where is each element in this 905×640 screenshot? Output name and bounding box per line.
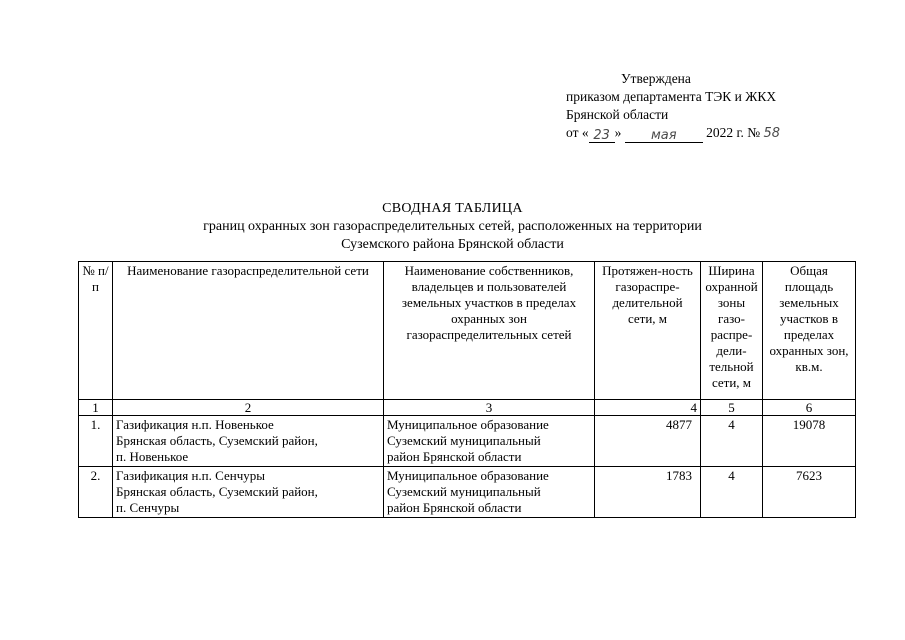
network-name: Газификация н.п. Сенчуры [116, 468, 265, 483]
row-number: 2. [79, 467, 113, 518]
length-cell: 4877 [595, 416, 701, 467]
owner-cell [384, 416, 595, 467]
document-title [0, 200, 905, 254]
title-main: СВОДНАЯ ТАБЛИЦА [382, 201, 523, 216]
column-number: 6 [763, 400, 856, 416]
approval-block [566, 70, 780, 142]
approval-line-region: Брянской области [566, 107, 669, 122]
summary-table [78, 261, 856, 518]
owner-cell [384, 467, 595, 518]
row-number: 1. [79, 416, 113, 467]
length-cell: 1783 [595, 467, 701, 518]
header-zone-width: Ширина охранной зоны газо-распре-дели-тельной сети, м [701, 262, 763, 400]
owner-line: Суземский муниципальный [387, 484, 541, 499]
owner-line: район Брянской области [387, 500, 522, 515]
header-row [79, 262, 856, 400]
network-address: Брянская область, Суземский район, [116, 484, 318, 499]
approval-line-order: приказом департамента ТЭК и ЖКХ [566, 89, 777, 104]
column-number-row [79, 400, 856, 416]
network-locality: п. Новенькое [116, 449, 189, 464]
header-owners: Наименование собственников, владельцев и пользователей земельных участков в пределах охранных зон газораспределительных сетей [384, 262, 595, 400]
owner-line: Муниципальное образование [387, 417, 549, 432]
column-number: 3 [384, 400, 595, 416]
approval-line-approved: Утверждена [621, 71, 691, 86]
date-year: 2022 г. [706, 125, 744, 140]
width-cell: 4 [701, 467, 763, 518]
column-number: 4 [595, 400, 701, 416]
date-quote-close: » [614, 125, 622, 140]
table-row [79, 416, 856, 467]
network-locality: п. Сенчуры [116, 500, 180, 515]
header-length: Протяжен-ность газораспре-делительной сети, м [595, 262, 701, 400]
title-subtitle: границ охранных зон газораспределительных сетей, расположенных на территории [203, 219, 702, 234]
network-address: Брянская область, Суземский район, [116, 433, 318, 448]
table-row [79, 467, 856, 518]
width-cell: 4 [701, 416, 763, 467]
owner-line: Муниципальное образование [387, 468, 549, 483]
header-network-name: Наименование газораспределительной сети [113, 262, 384, 400]
handwritten-month: мая [625, 127, 703, 143]
column-number: 5 [701, 400, 763, 416]
header-area: Общая площадь земельных участков в пределах охранных зон, кв.м. [763, 262, 856, 400]
column-number: 1 [79, 400, 113, 416]
network-cell [113, 416, 384, 467]
handwritten-number: 58 [763, 126, 781, 141]
title-district: Суземского района Брянской области [341, 237, 564, 252]
network-name: Газификация н.п. Новенькое [116, 417, 274, 432]
area-cell: 19078 [763, 416, 856, 467]
owner-line: Суземский муниципальный [387, 433, 541, 448]
number-label: № [747, 125, 761, 140]
area-cell: 7623 [763, 467, 856, 518]
owner-line: район Брянской области [387, 449, 522, 464]
approval-date-line [566, 124, 780, 142]
header-number: № п/п [79, 262, 113, 400]
column-number: 2 [113, 400, 384, 416]
network-cell [113, 467, 384, 518]
handwritten-day: 23 [589, 127, 615, 143]
date-prefix: от « [566, 125, 589, 140]
